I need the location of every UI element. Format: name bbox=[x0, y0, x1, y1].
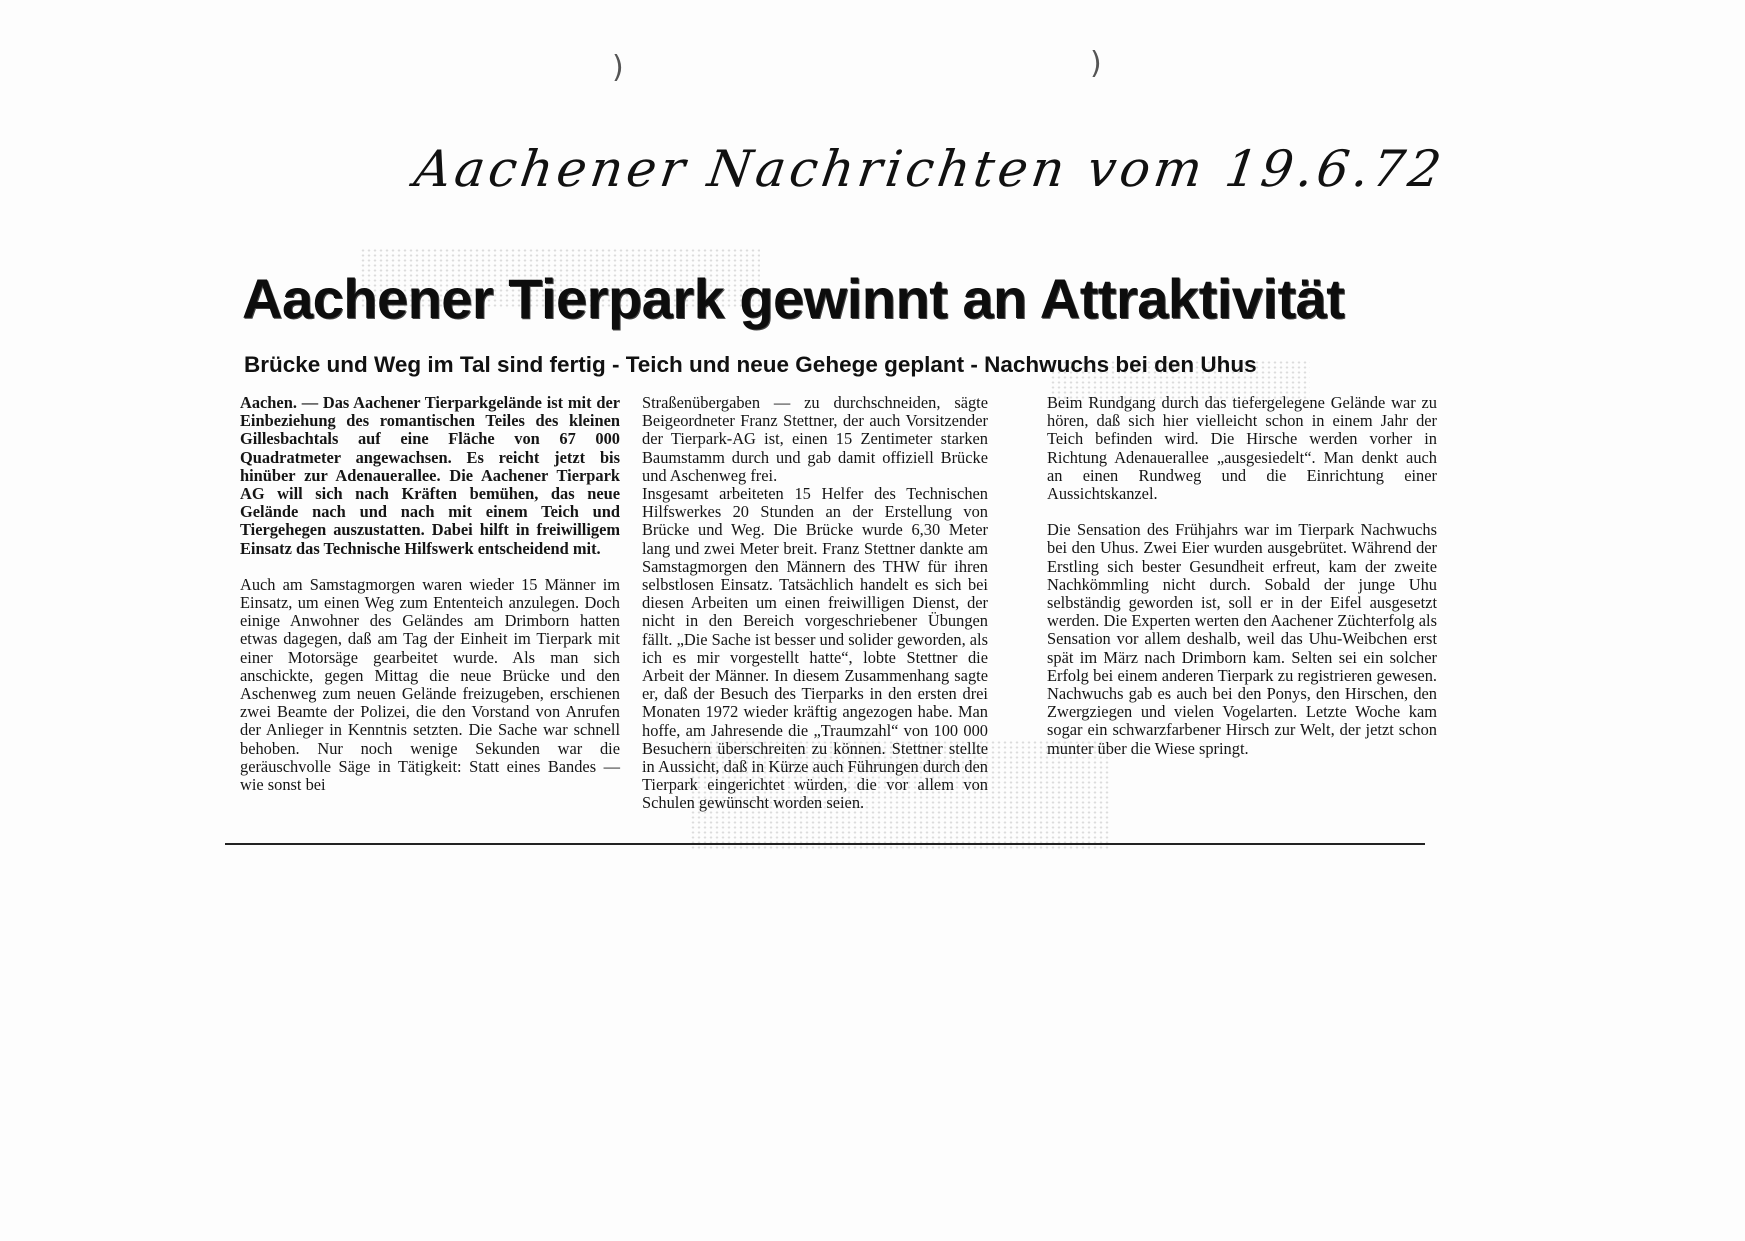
article-paragraph: Auch am Samstagmorgen waren wieder 15 Männer im Einsatz, um einen Weg zum Ententeich anzulegen. Doch einige Anwohner des Geländes am Drimborn hatten etwas dagegen, daß am Tag der Einheit im Tierpark mit einer Motorsäge gearbeitet wurde. Als man sich anschickte, gegen Mittag die neue Brücke und den Aschenweg zum neuen Gelände freizugeben, erschienen zwei Beamte der Polizei, die den Vorstand von Anrufen der Anlieger in Kenntnis setzten. Die Sache war schnell behoben. Nur noch wenige Sekunden war die geräuschvolle Säge in Tätigkeit: Statt eines Bandes — wie sonst bei bbox=[240, 574, 620, 795]
article-paragraph: Insgesamt arbeiteten 15 Helfer des Technischen Hilfswerkes 20 Stunden an der Erstellung von Brücke und Weg. Die Brücke wurde 6,30 Meter lang und zwei Meter breit. Franz Stettner dankte am Samstagmorgen den Männern des THW für ihren selbstlosen Einsatz. Tatsächlich handelt es sich bei diesen Arbeiten um einen freiwilligen Dienst, der nicht in den Bereich vorgeschriebener Übungen fällt. „Die Sache ist besser und solider geworden, als ich es mir vorgestellt hatte“, lobte Stettner die Arbeit der Männer. In diesem Zusammenhang sagte er, daß der Besuch des Tierparks in den ersten drei Monaten 1972 wieder kräftig angezogen habe. Man hoffe, am Jahresende die „Traumzahl“ von 100 000 Besuchern überschreiten zu können. Stettner stellte in Aussicht, daß in Kürze auch Führungen durch den Tierpark eingerichtet würden, die vor allem von Schulen gewünscht worden seien. bbox=[642, 484, 988, 813]
article-paragraph: Die Sensation des Frühjahrs war im Tierpark Nachwuchs bei den Uhus. Zwei Eier wurden ausgebrütet. Während der Erstling sich bester Gesundheit erfreut, kam der zweite Nachkömmling nicht durch. Sobald der junge Uhu selbständig geworden ist, soll er in der Eifel ausgesetzt werden. Die Experten werten den Aachener Züchterfolg als Sensation vor allem deshalb, weil das Uhu-Weibchen erst spät im März nach Drimborn kam. Selten sei ein solcher Erfolg bei einem anderen Tierpark zu registrieren gewesen. Nachwuchs gab es auch bei den Ponys, den Hirschen, den Zwergziegen und vielen Vogelarten. Letzte Woche kam sogar ein schwarzfarbener Hirsch zur Welt, der jetzt schon munter über die Wiese springt. bbox=[1047, 520, 1437, 758]
article-column-3 bbox=[1047, 394, 1437, 758]
article-headline: Aachener Tierpark gewinnt an Attraktivität bbox=[242, 267, 1345, 330]
article-subheadline: Brücke und Weg im Tal sind fertig - Teich und neue Gehege geplant - Nachwuchs bei den Uhus bbox=[244, 352, 1257, 377]
article-column-1 bbox=[240, 394, 620, 794]
article-paragraph: Beim Rundgang durch das tiefergelegene Gelände war zu hören, daß sich hier vielleicht schon in einem Jahr der Teich befinden wird. Die Hirsche werden vorher in Richtung Adenauerallee „ausgesiedelt“. Man denkt auch an einen Rundweg und die Einrichtung einer Aussichtskanzel. bbox=[1047, 393, 1437, 504]
article-lead: Aachen. — Das Aachener Tierparkgelände ist mit der Einbeziehung des romantischen Teiles des kleinen Gillesbachtals auf eine Fläche von 67 000 Quadratmeter angewachsen. Es reicht jetzt bis hinüber zur Adenauerallee. Die Aachener Tierpark AG will sich nach Kräften bemühen, das neue Gelände nach und nach mit einem Teich und Tiergehegen auszustatten. Dabei hilft in freiwilligem Einsatz das Technische Hilfswerk entscheidend mit. bbox=[240, 393, 620, 558]
article-paragraph: Straßenübergaben — zu durchschneiden, sägte Beigeordneter Franz Stettner, der auch Vorsitzender der Tierpark-AG ist, einen 15 Zentimeter starken Baumstamm durch und gab damit offiziell Brücke und Aschenweg frei. bbox=[642, 393, 988, 485]
clipping-bottom-rule bbox=[225, 843, 1425, 845]
punch-hole-mark-right: ) bbox=[1090, 46, 1102, 81]
article-column-2 bbox=[642, 394, 988, 813]
punch-hole-mark-left: ) bbox=[612, 50, 624, 85]
handwritten-source-note: Aachener Nachrichten vom 19.6.72 bbox=[410, 140, 1449, 198]
newspaper-clipping bbox=[232, 254, 1437, 874]
